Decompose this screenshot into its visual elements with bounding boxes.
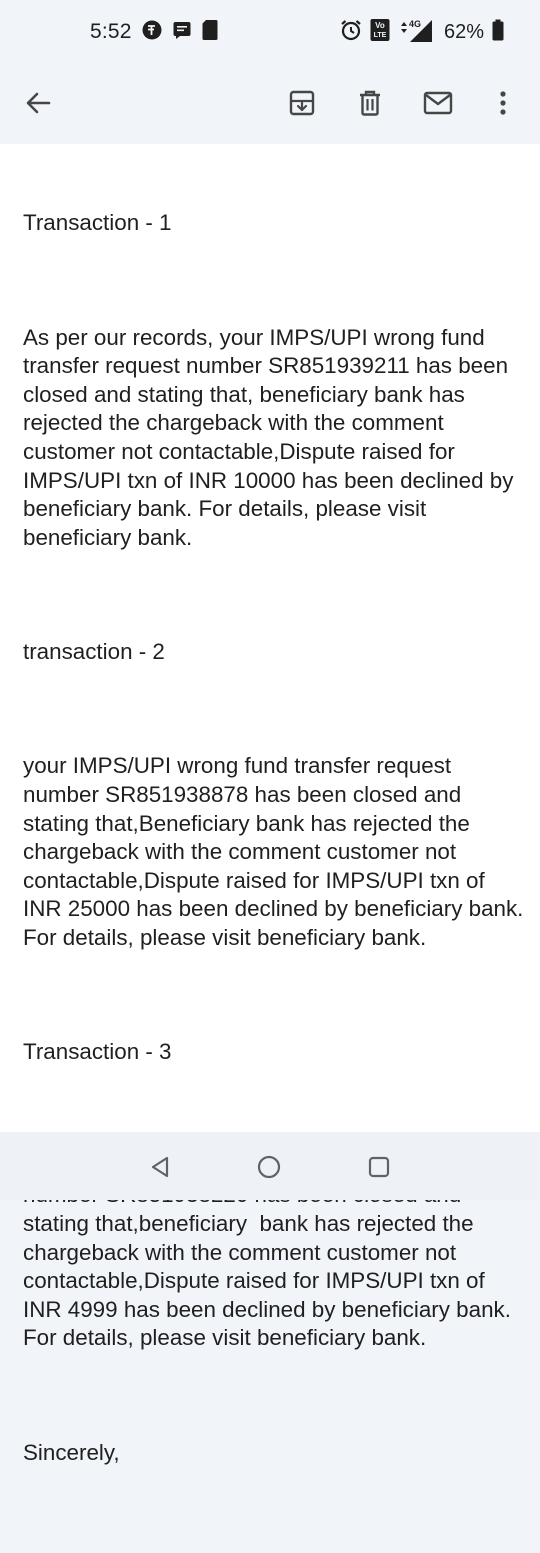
transaction-3-details: stating that,beneficiary bank has rejected the chargeback with the comment customer not contactable,Dispute raised for IMPS/UPI txn of INR 4999 has been declined by beneficiary bank. For details, please visit beneficiary bank. <box>23 1210 511 1351</box>
email-toolbar <box>0 62 540 144</box>
svg-text:LTE: LTE <box>373 31 387 39</box>
status-time: 5:52 <box>90 20 132 43</box>
transaction-1-heading: Transaction - 1 <box>23 210 172 236</box>
message-icon <box>172 20 192 45</box>
battery-percent: 62% <box>443 20 484 43</box>
transaction-2-heading: transaction - 2 <box>23 639 165 665</box>
network-4g-icon <box>398 17 434 48</box>
more-vert-icon <box>498 90 508 116</box>
transaction-1-details: As per our records, your IMPS/UPI wrong fund transfer request number SR851939211 has been closed and stating that, beneficiary bank has rejected the chargeback with the comment customer not contactable,Dispute raised for IMPS/UPI txn of INR 10000 has been declined by beneficiary bank. For details, please visit beneficiary bank. <box>23 324 520 550</box>
phonepe-icon <box>142 20 162 45</box>
alarm-icon <box>340 19 362 46</box>
nav-recents-button[interactable] <box>362 1150 396 1184</box>
transaction-2-details: your IMPS/UPI wrong fund transfer request number SR851938878 has been closed and stating that,Beneficiary bank has rejected the chargeback with the comment customer not contactable,Dispute raised for IMPS/UPI txn of INR 25000 has been declined by beneficiary bank. For details, please visit beneficiary bank. <box>23 753 530 951</box>
archive-button[interactable] <box>280 81 324 125</box>
delete-button[interactable] <box>348 81 392 125</box>
sim-card-icon <box>202 19 218 46</box>
status-right-icons <box>340 18 504 46</box>
nav-recents-icon <box>367 1155 391 1179</box>
nav-home-icon <box>256 1154 282 1180</box>
volte-icon <box>370 18 390 47</box>
email-body <box>0 144 540 1465</box>
email-signoff: Sincerely, <box>23 1439 120 1465</box>
status-left-icons <box>142 20 218 44</box>
email-body-text <box>0 144 540 1553</box>
back-arrow-icon <box>24 89 52 117</box>
delete-icon <box>356 89 384 117</box>
svg-text:Vo: Vo <box>375 20 385 30</box>
more-options-button[interactable] <box>481 81 525 125</box>
status-bar <box>0 0 540 62</box>
nav-back-button[interactable] <box>143 1150 177 1184</box>
battery-icon <box>492 19 504 46</box>
transaction-3-heading: Transaction - 3 <box>23 1039 172 1065</box>
nav-back-icon <box>148 1155 172 1179</box>
system-nav-bar <box>0 1132 540 1200</box>
mark-unread-button[interactable] <box>416 81 460 125</box>
svg-text:4G: 4G <box>408 18 421 29</box>
back-button[interactable] <box>16 81 60 125</box>
archive-icon <box>288 89 316 117</box>
nav-home-button[interactable] <box>252 1150 286 1184</box>
mark-unread-icon <box>423 90 453 116</box>
